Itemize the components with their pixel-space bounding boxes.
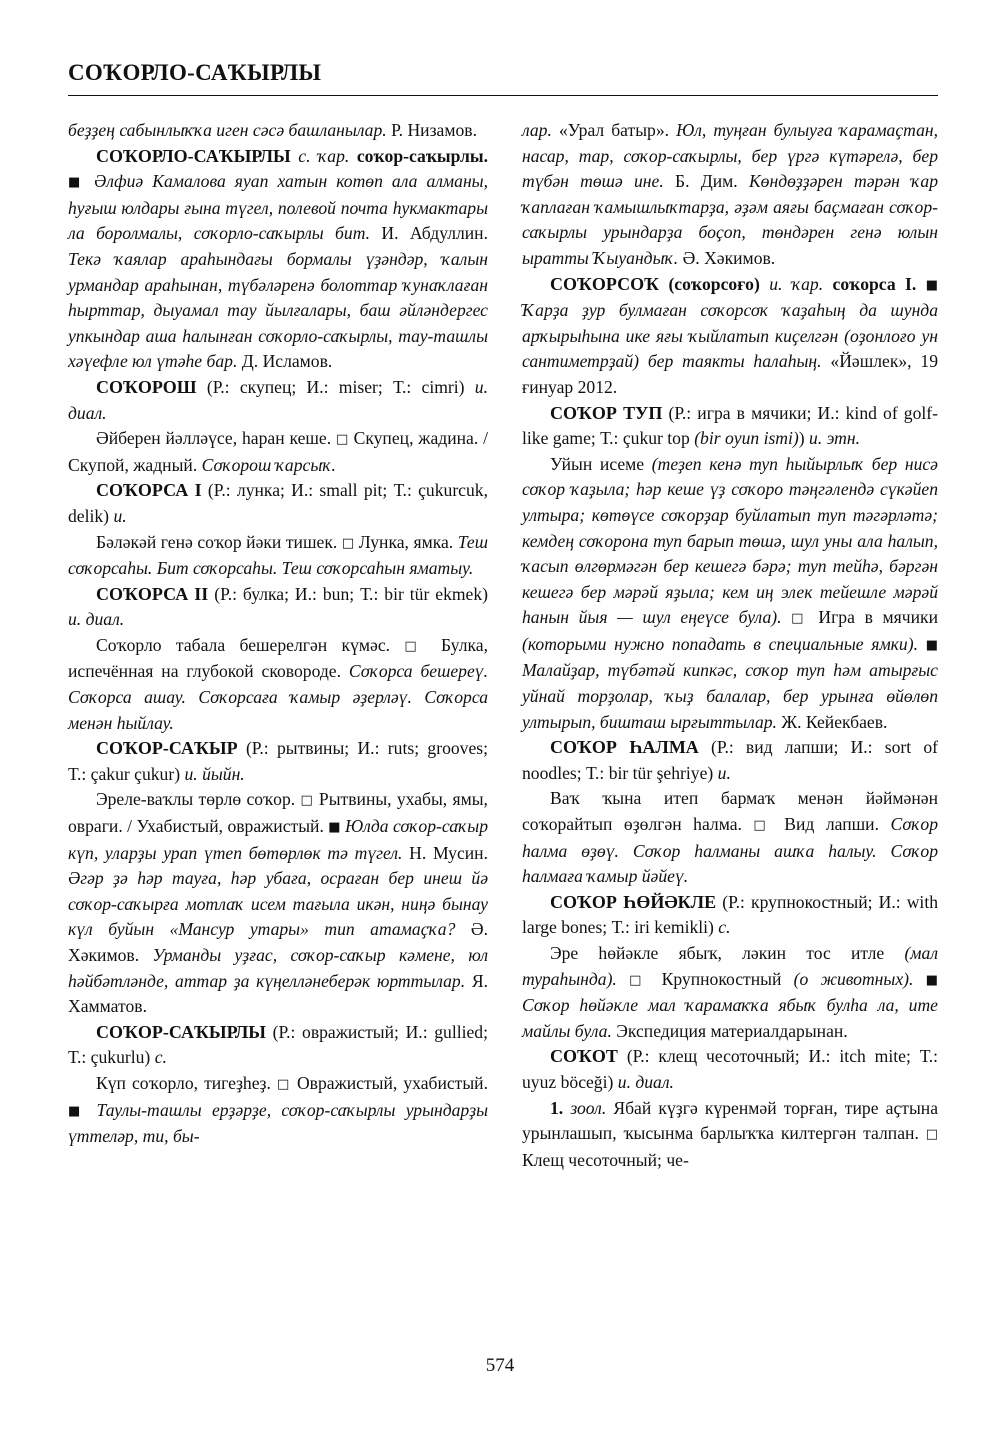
definition: Эре һөйәкле ябыҡ, ләкин тос итле (мал тураһында). □ Крупнокостный (о животных). ■ Соҡор һөйәкле мал ҡарамаҡҡа ябыҡ булһа ла, ите майлы була. Экспедиция материалдарынан. [522,943,938,1041]
entry-sokorsa-1: СОҠОРСА I (Р.: лунка; И.: small pit; Т.: çukurcuk, delik) и. [68,480,488,526]
headword: СОҠОРСА II [96,583,209,604]
headword: СОҠОРСА I [96,480,202,501]
headword: СОҠОРСОҠ [550,273,660,294]
entry-sokorlo-sakyrly: СОҠОРЛО-САҠЫРЛЫ с. ҡар. соҡор-саҡырлы. ■ Әлфиә Камалова яуап хатын котөп ала алманы, һуғыш юлдары ғына түгел, полевой почта һукмактары ла боролмалы, соҡорло-саҡырлы бит. И. Абдуллин. Текә ҡаялар араһындағы бормалы үҙәндәр, ҡалын урмандар араһынан, түбәләренә болоттар ҡунаҡлаған һырттар, дыуамал тау йылғалары, баш әйләндергес упкындар аша һалынған соҡорло-саҡырлы, тау-ташлы хәүефле юл үтәһе бар. Д. Исламов. [68,145,489,372]
headword: СОҠОР ҺАЛМА [550,737,699,758]
example-marker-icon: ■ [925,277,938,293]
translation-marker-icon: □ [404,638,427,654]
entry-sokorsok: СОҠОРСОҠ (соҡорсоғо) и. ҡар. соҡорса I. ■ Ҡарҙа ҙур булмаған соҡорсоҡ ҡаҙаһың да шунда арҡырыһына ике яғы ҡыйлатып киҫелгән (оҙонлоғо ун сантиметрҙай) бер таякты һалаһың. «Йәшлек», 19 ғинуар 2012. [522,273,938,397]
headword: СОҠОР-САҠЫРЛЫ [96,1021,266,1042]
entry-sokorosh: СОҠОРОШ (Р.: скупец; И.: miser; Т.: cimri) и. диал. [68,376,488,423]
continued-text: беҙҙең сабынлыҡҡа иген сәсә башланылар. Р. Низамов. [68,120,477,140]
translation-marker-icon: □ [791,611,809,627]
entry-sokor-sakyrly: СОҠОР-САҠЫРЛЫ (Р.: овражистый; И.: gullied; Т.: çukurlu) с. [68,1021,488,1068]
example-marker-icon: ■ [68,175,85,191]
definition: Соҡорло табала бешерелгән күмәс. □ Булка, испечённая на глубокой сковороде. Соҡорса бешереү. Соҡорса ашау. Соҡорсаға ҡамыр әҙерләү. Соҡорса менән һыйлау. [68,634,488,733]
entry-sokot: СОҠОТ (Р.: клещ чесоточный; И.: itch mite; Т.: uyuz böceği) и. диал. [522,1046,938,1092]
header-rule [68,95,938,96]
right-column [522,118,938,1173]
entry-sokor-hoyakle: СОҠОР ҺӨЙӘКЛЕ (Р.: крупнокостный; И.: with large bones; Т.: iri kemikli) с. [522,891,938,938]
translation-marker-icon: □ [753,818,773,834]
page-number: 574 [485,1355,515,1376]
translation-marker-icon: □ [925,1127,938,1143]
translation-marker-icon: □ [300,793,314,809]
entry-sokor-sakyr: СОҠОР-САҠЫР (Р.: рытвины; И.: ruts; grooves; Т.: çakur çukur) и. йыйн. [68,738,489,784]
headword: СОҠОР ҺӨЙӘКЛЕ [550,891,717,912]
example-marker-icon: ■ [925,637,938,653]
continued-text: лар. «Урал батыр». Юл, туңған булыуға ҡарамаҫтан, насар, тар, соҡор-саҡырлы, бер үргә күтәрелә, бер түбән төшә ине. Б. Дим. Көндөҙҙәрен тәрән ҡар ҡаплаған ҡамышлыҡтарҙа, әҙәм аяғы баҫмаған соҡор-саҡырлы урындарҙа боҫоп, төндәрен генә юлын ыратты Ҡыуандыҡ. Ә. Хәкимов. [522,120,938,268]
headword: СОҠОРОШ [96,376,197,397]
headword: СОҠОТ [550,1046,618,1067]
example-marker-icon: ■ [925,972,938,988]
definition: Эреле-ваҡлы төрлө соҡор. □ Рытвины, ухабы, ямы, овраги. / Ухабистый, овражистый. ■ Юлда соҡор-саҡыр күп, уларҙы урап үтеп бөтөрлөк тә түгел. Н. Мусин. Әгәр ҙә һәр тауға, һәр убаға, осраған бер инеш йә соҡор-саҡырға мотлаҡ исем тағыла икән, ниңә бынау күл буйын «Мансур утары» тип атамаҫҡа? Ә. Хәкимов. Урманды уҙғас, соҡор-саҡыр кәмене, юл һәйбәтләнде, аттар ҙа күңелләнеберәк юрттылар. Я. Хамматов. [68,789,488,1017]
definition: Бәләкәй генә соҡор йәки тишек. □ Лунка, ямка. Теш соҡорсаһы. Бит соҡорсаһы. Теш соҡорсаһын яматыу. [68,531,488,579]
headword: СОҠОР-САҠЫР [96,738,238,759]
example-marker-icon: ■ [68,1103,87,1119]
definition: Күп соҡорло, тигеҙһеҙ. □ Овражистый, ухабистый. ■ Таулы-ташлы ерҙәрҙе, соҡор-саҡырлы урындарҙы үттеләр, ти, бы- [68,1072,488,1147]
translation-marker-icon: □ [336,432,349,448]
translation-marker-icon: □ [629,972,650,988]
left-column [68,118,488,1150]
example-marker-icon: ■ [328,820,341,836]
definition: Уйын исеме (теҙеп кенә туп һыйырлыҡ бер нисә соҡор ҡаҙыла; һәр кеше үҙ соҡоро тәңгәлендә сүкәйеп ултыра; көтөүсе соҡорҙар буйлатып туп тәгәрләтә; кемдең соҡорона туп барып төшә, шул уны ала һалып, ҡасып өлгөрмәгән бер кешегә бәрә; туп тейһә, бәргән кешегә бер мәрәй яҙыла; кем иң элек тейешле мәрәй һанын йыя — шул еңеүсе була). □ Игра в мячики (которыми нужно попадать в специальные ямки). ■ Малайҙар, түбәтәй кипкәс, соҡор туп һәм атырғыс уйнай торҙолар, ҡыҙ балалар, бер урынға өйөлөп ултырып, бишташ ырғыттылар. Ж. Кейекбаев. [522,453,938,732]
entry-sokor-tup: СОҠОР ТУП (Р.: игра в мячики; И.: kind of golf-like game; Т.: çukur top (bir oyun ismi)) и. этн. [522,402,938,449]
entry-sokorsa-2: СОҠОРСА II (Р.: булка; И.: bun; Т.: bir tür ekmek) и. диал. [68,583,489,630]
definition: 1. зоол. Ябай күҙгә күренмәй торған, тире аҫтына урынлашып, ҡысынма барлыҡҡа килтергән талпан. □ Клещ чесоточный; че- [522,1097,938,1170]
translation-marker-icon: □ [341,535,355,551]
headword: СОҠОРЛО-САҠЫРЛЫ [96,145,291,166]
translation-marker-icon: □ [276,1076,291,1092]
running-header: СОҠОРЛО-САҠЫРЛЫ [68,60,322,85]
definition: Ваҡ ҡына итеп бармаҡ менән йәймәнән соҡорайтып өҙөлгән һалма. □ Вид лапши. Соҡор һалма өҙөү. Соҡор һалманы ашҡа һалыу. Соҡор һалмаға ҡамыр йәйеү. [522,788,938,887]
headword: СОҠОР ТУП [550,402,663,423]
definition: Әйберен йәлләүсе, һаран кеше. □ Скупец, жадина. / Скупой, жадный. Соҡорош ҡарсыҡ. [68,428,488,475]
entry-sokor-halma: СОҠОР ҺАЛМА (Р.: вид лапши; И.: sort of noodles; Т.: bir tür şehriye) и. [522,737,938,783]
